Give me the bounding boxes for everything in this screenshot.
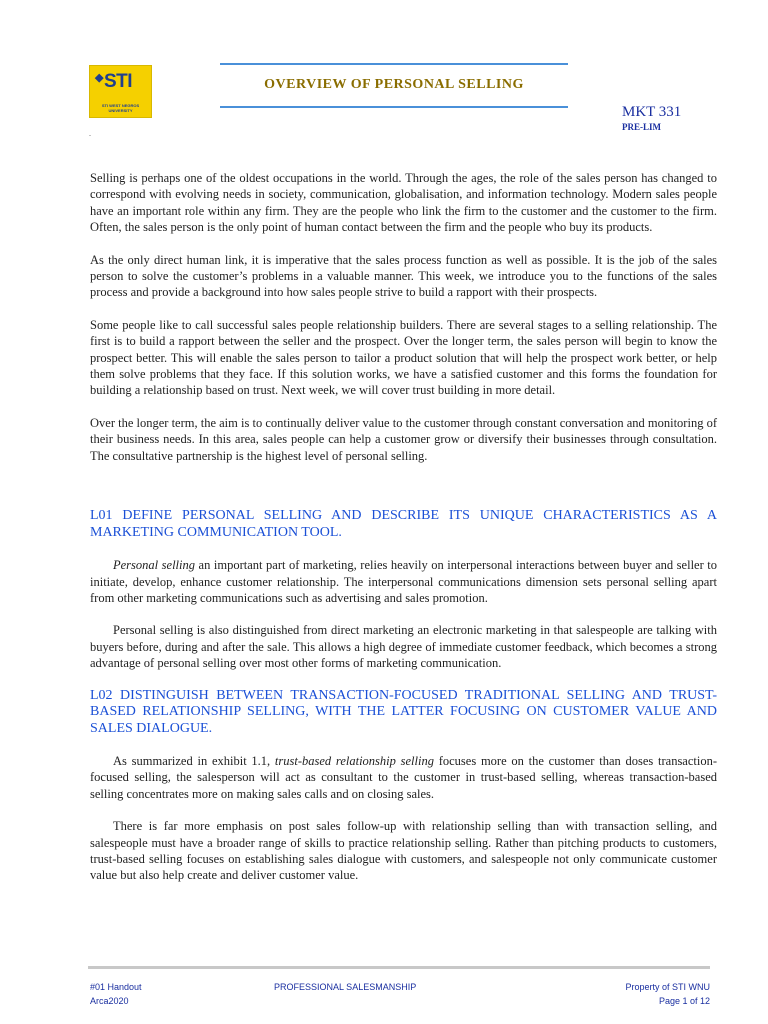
section2-paragraph-1-text: focuses more on the customer than doses transaction-focused selling, the salesperson will act as consultant to the customer in trust-based selling, whereas transaction-based selling concentrates more on making sales calls and on closing sales.	[90, 754, 718, 801]
logo-mark	[95, 71, 132, 93]
logo-subtext: STI WEST NEGROS UNIVERSITY	[101, 103, 140, 113]
section1-paragraph-1-text: an important part of marketing, relies heavily on interpersonal interactions between buyer and seller to initiate, develop, enhance customer relationship. The interpersonal communications dimension sets personal selling apart from other marketing communications such as advertising and sales promotion.	[90, 558, 718, 605]
title-top-rule	[220, 63, 568, 65]
logo-text: STI	[103, 71, 133, 92]
intro-paragraph-4: Over the longer term, the aim is to continually deliver value to the customer through constant conversation and monitoring of their business needs. In this area, sales people can help a customer grow or diversify their businesses through consultation. The consultative partnership is the highest level of personal selling.	[90, 415, 717, 463]
section1-paragraph-1	[90, 557, 717, 606]
footer-page-number: Page 1 of 12	[658, 996, 710, 1006]
footer-author: Arca2020	[90, 996, 129, 1006]
section2-paragraph-2: There is far more emphasis on post sales follow-up with relationship selling than with transaction selling, and salespeople must have a broader range of skills to practice relationship selling. Rather than pitching products to customers, trust-based selling focuses on establishing sales dialogue with customers, and salespeople not only communicate customer value but also help create and deliver customer value.	[90, 819, 717, 883]
course-code: MKT 331	[622, 104, 682, 120]
title-bottom-rule	[220, 106, 568, 108]
section2-heading: L02 DISTINGUISH BETWEEN TRANSACTION-FOCUSED TRADITIONAL SELLING AND TRUST-BASED RELATIONSHIP SELLING, WITH THE LATTER FOCUSING ON CUSTOMER VALUE AND SALES DIALOGUE.	[90, 687, 717, 736]
document-title: OVERVIEW OF PERSONAL SELLING	[264, 77, 524, 92]
personal-selling-term: Personal selling	[113, 558, 196, 573]
section1-heading: L01 DEFINE PERSONAL SELLING AND DESCRIBE ITS UNIQUE CHARACTERISTICS AS A MARKETING COMMUNICATION TOOL.	[90, 508, 717, 540]
section2-paragraph-1-lead: As summarized in exhibit 1.1,	[113, 754, 275, 769]
intro-paragraph-2: As the only direct human link, it is imperative that the sales process function as well as possible. It is the job of the sales person to solve the customer’s problems in a valuable manner. This week, we introduce you to the functions of the sales process and provide a background into how sales people strive to build a rapport with their prospects.	[90, 252, 717, 300]
section2-paragraph-1	[90, 753, 717, 802]
document-body	[90, 170, 717, 884]
footer-property: Property of STI WNU	[625, 982, 710, 992]
footer-subject: PROFESSIONAL SALESMANSHIP	[274, 982, 417, 992]
term-label: PRE-LIM	[622, 122, 661, 132]
section1-paragraph-2: Personal selling is also distinguished from direct marketing an electronic marketing in that salespeople are talking with buyers before, during and after the sale. This allows a high degree of immediate customer feedback, which becomes a strong advantage of personal selling over most other forms of marketing communication.	[90, 623, 717, 671]
logo-glyph-icon: ◆	[95, 72, 103, 84]
margin-dot: .	[89, 129, 91, 138]
trust-based-selling-term: trust-based relationship selling	[274, 754, 434, 769]
sti-logo	[89, 65, 152, 118]
intro-paragraph-3: Some people like to call successful sales people relationship builders. There are several stages to a selling relationship. The first is to build a rapport between the seller and the prospect. Over the longer term, the sales person will begin to know the prospect better. This will enable the sales person to tailor a product solution that will help the prospect work better, or help them solve problems that they face. If this solution works, we have a satisfied customer and this forms the foundation for building a relationship based on trust. Next week, we will cover trust building in more detail.	[90, 317, 717, 398]
footer-handout: #01 Handout	[90, 982, 142, 992]
footer-rule	[88, 966, 710, 969]
intro-paragraph-1: Selling is perhaps one of the oldest occupations in the world. Through the ages, the role of the sales person has changed to correspond with evolving needs in society, communication, globalisation, and information technology. Modern sales people have an important role within any firm. They are the people who link the firm to the customer and the customer to the firm. Often, the sales person is the only point of human contact between the firm and the people who buy its products.	[90, 171, 717, 235]
